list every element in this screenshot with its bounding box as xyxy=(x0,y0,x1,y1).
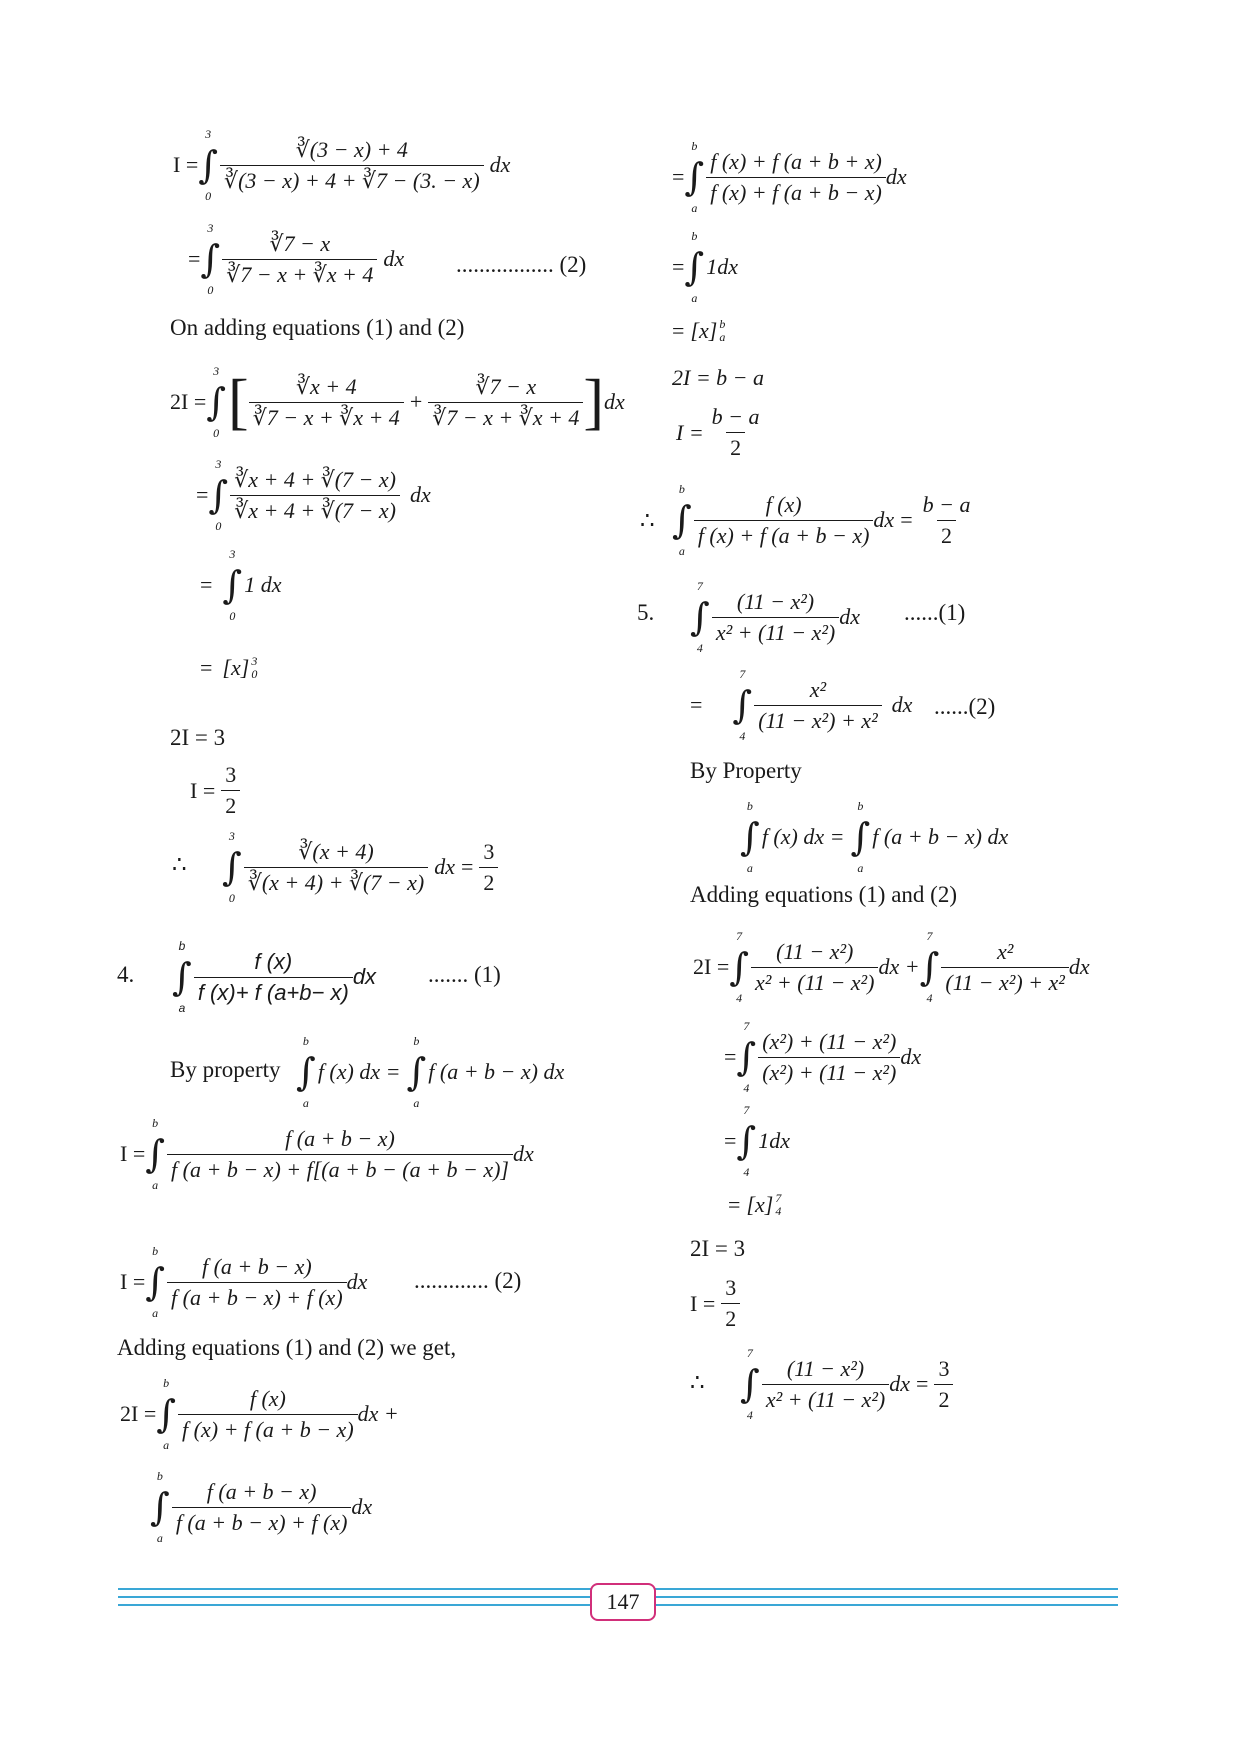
r3: = [x] b a xyxy=(672,317,726,345)
r8: = 7 ∫ 4 $\frac{\text{(x²) + (11 − x²)}}{\text{(x²) + (11 − x²)}}$ dx xyxy=(724,1019,922,1095)
q5-integral: 7 ∫ 4 $\frac{\text{(11 − x²)}}{\text{x² + (11 − x²)}}$ dx xyxy=(690,579,861,655)
q5b: = 7 ∫ 4 $\frac{\text{x²}}{\text{(11 − x²) + x²}}$ dx xyxy=(690,667,913,743)
r6: b ∫ a $\frac{f (x)}{f (x) + f (a + b - x)}$ dx = $\frac{b - a}{2}$ xyxy=(672,482,971,558)
therefore-symbol: ∴ xyxy=(640,508,655,533)
eq10: b ∫ a $\frac{f (a + b - x)}{f (a + b - x) + f (x)}$ dx xyxy=(150,1469,373,1545)
eq3: 2I = 3 ∫ 0 [ $\frac{∛x + 4}{∛7 - x + ∛x + 4}$ + $\frac{∛7 - x}{∛7 - x + ∛x + 4}$ ] dx xyxy=(170,364,625,440)
r1: = b ∫ a $\frac{f (x) + f (a + b + x)}{f (x) + f (a + b - x)}$ dx xyxy=(672,139,907,215)
adding-text: On adding equations (1) and (2) xyxy=(170,315,465,340)
question-5-label: 5. xyxy=(637,600,655,625)
eq2-fraction: $\frac{∛7 - x}{∛7 - x + ∛x + 4}$ xyxy=(222,231,377,288)
property-identity-left: b ∫ a f (x) dx = b ∫ a f (a + b − x) dx xyxy=(296,1034,565,1110)
eq4: = 3 ∫ 0 $\frac{∛x + 4 + ∛(7 - x)}{∛x + 4 + ∛(7 - x)}$ dx xyxy=(196,457,431,533)
r5: I = $\frac{b - a}{2}$ xyxy=(676,404,760,460)
adding-text-right: Adding equations (1) and (2) xyxy=(690,882,957,907)
r10: = [x] 7 4 xyxy=(728,1191,782,1219)
therefore-symbol: ∴ xyxy=(172,852,187,877)
by-property-label-right: By Property xyxy=(690,758,802,783)
eq1: I = 3 ∫ 0 $\frac{∛(3 - x) + 4}{∛(3 - x) + 4 + ∛7 - (3. - x)}$ dx xyxy=(173,127,511,203)
r4: 2I = b − a xyxy=(672,365,765,390)
r9: = 7 ∫ 4 1dx xyxy=(724,1103,790,1179)
page-number: 147 xyxy=(606,1589,640,1614)
eq1-fraction: $\frac{∛(3 - x) + 4}{∛(3 - x) + 4 + ∛7 - (3. - x)}$ xyxy=(220,137,484,194)
r2: = b ∫ a 1dx xyxy=(672,229,738,305)
eq5: = 3 ∫ 0 1 dx xyxy=(200,547,282,623)
q5-tag: ......(1) xyxy=(904,600,966,625)
q5b-tag: ......(2) xyxy=(934,694,996,719)
result-2i: 2I = 3 xyxy=(170,725,226,750)
q4-integral: b ∫ a $\frac{f (x)}{f (x)+ f (a+b- x)}$ dx xyxy=(172,939,377,1015)
q4-tag: ....... (1) xyxy=(428,962,501,987)
eq8-tag: ............. (2) xyxy=(414,1268,522,1293)
eq-final-left: 3 ∫ 0 $\frac{∛(x + 4)}{∛(x + 4) + ∛(7 - x)}$ dx = $\frac{3}{2}$ xyxy=(222,830,498,904)
r7: 2I = 7 ∫ 4 $\frac{\text{(11 − x²)}}{\text{x² + (11 − x²)}}$ dx + 7 ∫ 4 $\frac{\text{x²}}{\text{(11 − x²) + x²}}$ dx xyxy=(693,929,1090,1005)
eq6: = [x] 3 0 xyxy=(200,654,258,682)
eq7: I = b ∫ a $\frac{f (a + b - x)}{f (a + b - x) + f[(a + b - (a + b - x)]}$ dx xyxy=(120,1116,534,1192)
adding-we-get: Adding equations (1) and (2) we get, xyxy=(117,1335,457,1360)
eq9: 2I = b ∫ a $\frac{f (x)}{f (x) + f (a + b - x)}$ dx + xyxy=(120,1376,399,1452)
question-4-label: 4. xyxy=(117,962,135,987)
eq8: I = b ∫ a $\frac{f (a + b - x)}{f (a + b - x) + f (x)}$ dx xyxy=(120,1244,368,1320)
result-i: I = $\frac{3}{2}$ xyxy=(190,762,240,819)
therefore-symbol: ∴ xyxy=(690,1370,705,1395)
by-property-label: By property xyxy=(170,1057,281,1082)
r12: I = $\frac{3}{2}$ xyxy=(690,1275,740,1332)
page-number-badge xyxy=(590,1583,656,1621)
eq2-tag: ................. (2) xyxy=(456,252,587,277)
r11: 2I = 3 xyxy=(690,1236,746,1261)
property-identity-right: b ∫ a f (x) dx = b ∫ a f (a + b − x) dx xyxy=(740,799,1009,875)
r13: 7 ∫ 4 $\frac{\text{(11 − x²)}}{\text{x² + (11 − x²)}}$ dx = $\frac{3}{2}$ xyxy=(740,1347,953,1421)
eq2: = 3 ∫ 0 $\frac{∛7 - x}{∛7 - x + ∛x + 4}$ dx xyxy=(188,221,405,297)
integral-sign: 3 ∫ 0 xyxy=(198,127,219,203)
